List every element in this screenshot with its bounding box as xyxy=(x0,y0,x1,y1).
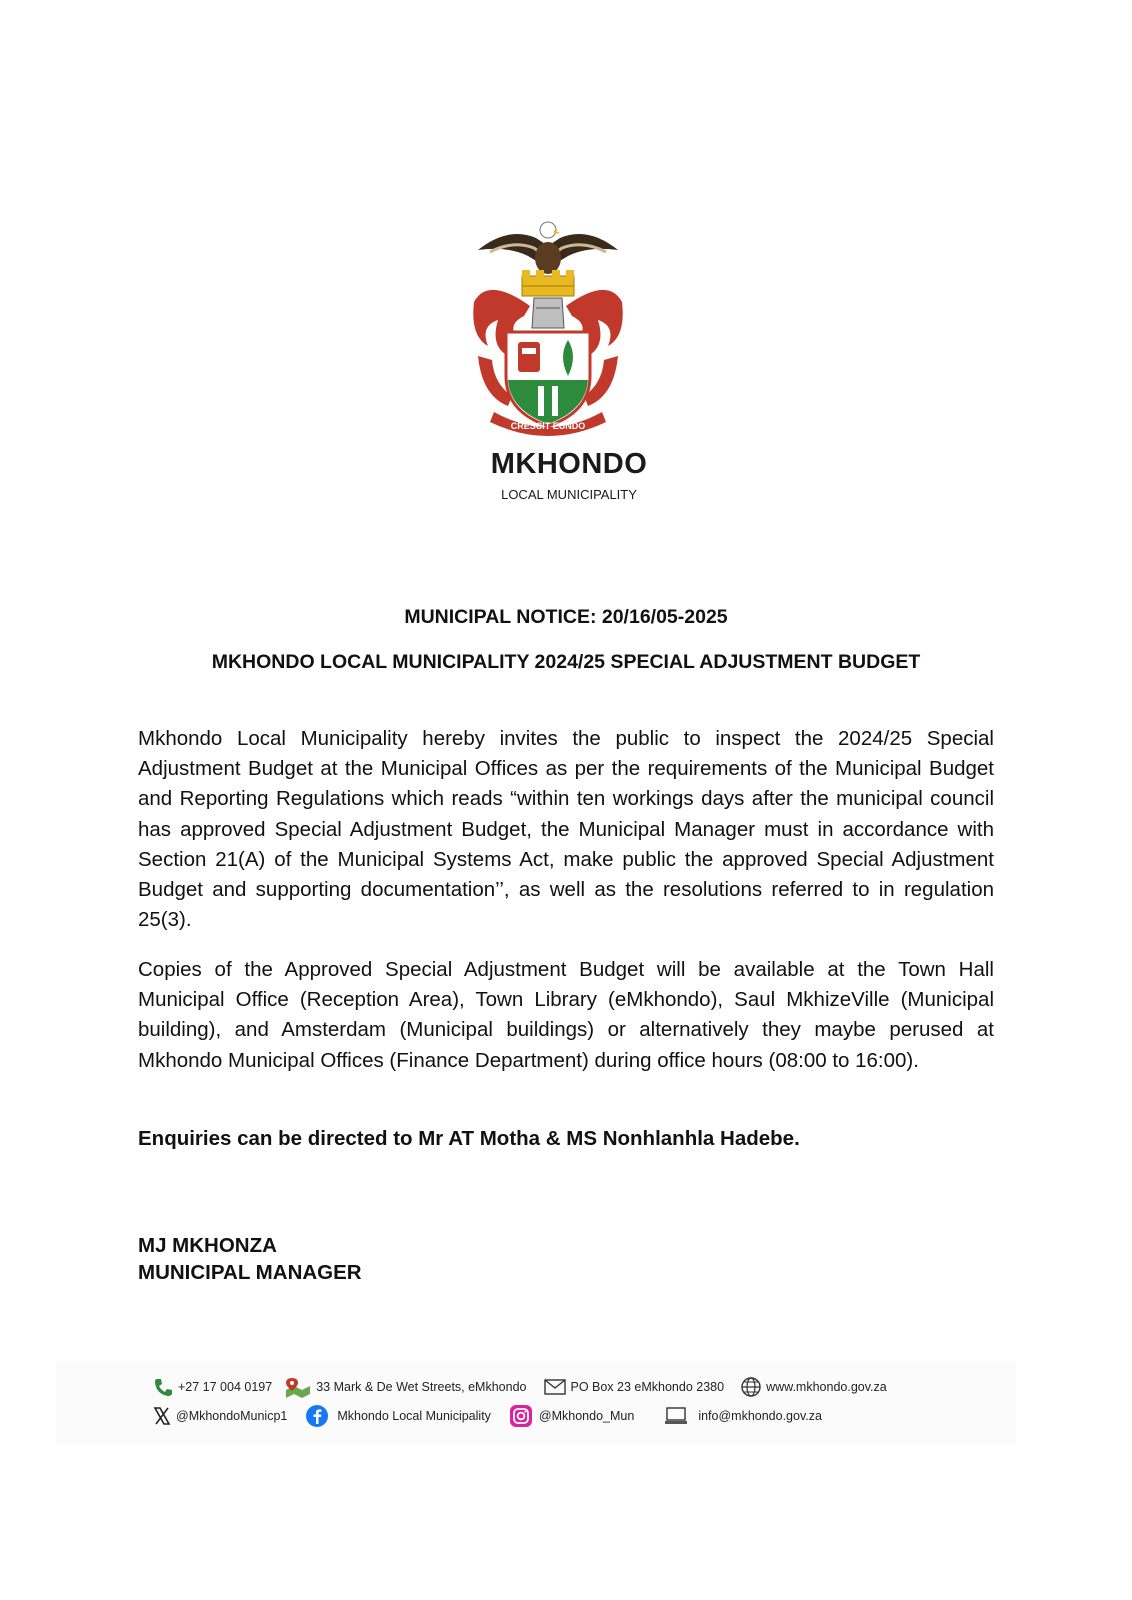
po-box-text: PO Box 23 eMkhondo 2380 xyxy=(570,1380,725,1394)
website-link[interactable]: www.mkhondo.gov.za xyxy=(766,1380,887,1394)
address-text: 33 Mark & De Wet Streets, eMkhondo xyxy=(316,1380,527,1394)
coat-of-arms-logo xyxy=(468,216,628,442)
signatory-name: MJ MKHONZA xyxy=(138,1234,277,1257)
footer-row-1 xyxy=(152,1376,887,1398)
instagram-icon xyxy=(509,1404,533,1428)
footer-po-box xyxy=(544,1379,724,1395)
footer-website[interactable] xyxy=(740,1376,887,1398)
facebook-icon xyxy=(305,1404,329,1428)
instagram-text[interactable]: @Mkhondo_Mun xyxy=(538,1409,635,1423)
map-location-icon xyxy=(284,1376,312,1398)
contact-footer xyxy=(56,1362,1016,1444)
eagle-icon xyxy=(478,222,618,274)
footer-x[interactable] xyxy=(152,1406,287,1426)
enquiries-line: Enquiries can be directed to Mr AT Motha & MS Nonhlanhla Hadebe. xyxy=(138,1127,800,1150)
org-subtitle: LOCAL MUNICIPALITY xyxy=(501,487,637,502)
x-logo-icon xyxy=(152,1406,172,1426)
phone-text: +27 17 004 0197 xyxy=(178,1380,273,1394)
facebook-text[interactable]: Mkhondo Local Municipality xyxy=(337,1409,491,1423)
computer-icon xyxy=(664,1406,688,1426)
crest-motto-text: CRESCIT EUNDO xyxy=(510,421,586,431)
phone-icon xyxy=(152,1376,174,1398)
signature-block xyxy=(138,1232,362,1286)
footer-email[interactable] xyxy=(664,1406,822,1426)
x-handle-text[interactable]: @MkhondoMunicp1 xyxy=(176,1409,288,1423)
footer-facebook[interactable] xyxy=(305,1404,491,1428)
footer-address xyxy=(284,1376,526,1398)
org-name: MKHONDO xyxy=(490,448,648,480)
signatory-title: MUNICIPAL MANAGER xyxy=(138,1261,362,1284)
email-text[interactable]: info@mkhondo.gov.za xyxy=(698,1409,822,1423)
footer-instagram[interactable] xyxy=(509,1404,634,1428)
envelope-icon xyxy=(544,1379,566,1395)
notice-number: MUNICIPAL NOTICE: 20/16/05-2025 xyxy=(404,606,728,628)
footer-phone xyxy=(152,1376,272,1398)
notice-paragraph-2: Copies of the Approved Special Adjustment Budget will be available at the Town Hall Municipal Office (Reception Area), Town Library (eMkhondo), Saul MkhizeVille (Municipal building), and Amsterdam (Municipal buildings) or alternatively they maybe perused at Mkhondo Municipal Offices (Finance Department) during office hours (08:00 to 16:00). xyxy=(138,958,994,1072)
notice-title: MKHONDO LOCAL MUNICIPALITY 2024/25 SPECIAL ADJUSTMENT BUDGET xyxy=(211,651,921,673)
footer-row-2 xyxy=(152,1404,822,1428)
notice-paragraph-1: Mkhondo Local Municipality hereby invites the public to inspect the 2024/25 Special Adjustment Budget at the Municipal Offices as per the requirements of the Municipal Budget and Reporting Regulations which reads “within ten workings days after the municipal council has approved Special Adjustment Budget, the Municipal Manager must in accordance with Section 21(A) of the Municipal Systems Act, make public the approved Special Adjustment Budget and supporting documentation’’, as well as the resolutions referred to in regulation 25(3). xyxy=(138,727,994,932)
globe-icon xyxy=(740,1376,762,1398)
shield-icon xyxy=(506,332,590,426)
